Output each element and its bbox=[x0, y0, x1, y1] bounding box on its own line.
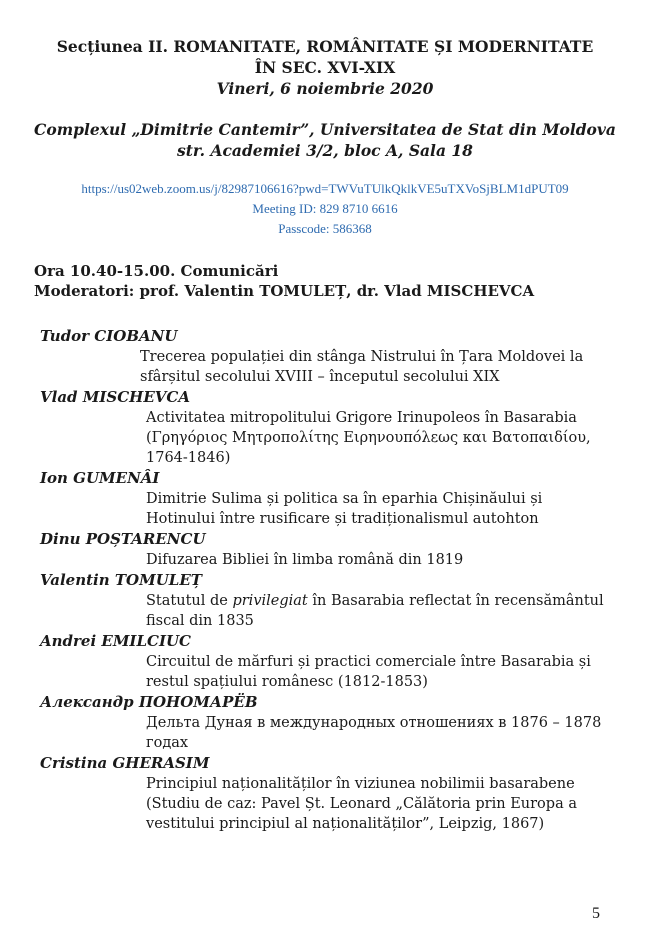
section-title-line2: ÎN SEC. XVI-XIX bbox=[254, 58, 396, 77]
page-number: 5 bbox=[592, 905, 600, 922]
paper-title: Дельта Дуная в международных отношениях в 1876 – 1878 годах bbox=[146, 715, 602, 751]
section-title-line1: Secțiunea II. ROMANITATE, ROMÂNITATE ȘI MODERNITATE bbox=[56, 37, 594, 56]
author-name: Andrei EMILCIUC bbox=[40, 632, 191, 650]
meeting-id: Meeting ID: 829 8710 6616 bbox=[252, 201, 398, 216]
zoom-block bbox=[0, 179, 650, 239]
list-item bbox=[0, 468, 650, 529]
session-date: Vineri, 6 noiembrie 2020 bbox=[216, 79, 434, 98]
program-list bbox=[0, 326, 650, 834]
paper-title-italic: privilegiat bbox=[232, 593, 308, 609]
author-name: Александр ПОНОМАРЁВ bbox=[40, 693, 258, 711]
paper-title: Circuitul de mărfuri și practici comerciale între Basarabia și restul spațiului românesc (1812-1853) bbox=[146, 654, 591, 690]
zoom-link[interactable]: https://us02web.zoom.us/j/82987106616?pwd=TWVuTUlkQklkVE5uTXVoSjBLM1dPUT09 bbox=[81, 181, 569, 196]
section-header bbox=[0, 36, 650, 99]
list-item bbox=[0, 631, 650, 692]
paper-title: Difuzarea Bibliei în limba română din 1819 bbox=[146, 552, 464, 568]
passcode: Passcode: 586368 bbox=[278, 221, 372, 236]
author-name: Vlad MISCHEVCA bbox=[40, 388, 190, 406]
paper-title-end: în Basarabia reflectat în recensământul fiscal din 1835 bbox=[146, 593, 604, 629]
session-time: Ora 10.40-15.00. Comunicări bbox=[34, 262, 279, 280]
paper-title: Trecerea populației din stânga Nistrului în Țara Moldovei la sfârșitul secolului XVIII – începutul secolului XIX bbox=[140, 349, 584, 385]
session-info bbox=[34, 261, 634, 301]
list-item bbox=[0, 326, 650, 387]
author-name: Dinu POȘTARENCU bbox=[40, 530, 206, 548]
paper-title bbox=[146, 591, 616, 631]
venue-address: str. Academiei 3/2, bloc A, Sala 18 bbox=[177, 141, 473, 160]
list-item bbox=[0, 529, 650, 570]
list-item bbox=[0, 570, 650, 631]
author-name: Cristina GHERASIM bbox=[40, 754, 210, 772]
paper-title: Principiul naționalităților în viziunea nobilimii basarabene (Studiu de caz: Pavel Șt. Leonard „Călătoria prin Europa a vestitului principiul al naționalităților”, Leipzig, 1867) bbox=[146, 776, 577, 832]
venue-name: Complexul „Dimitrie Cantemir”, Universitatea de Stat din Moldova bbox=[34, 120, 616, 139]
author-name: Ion GUMENÂI bbox=[40, 469, 160, 487]
paper-title: Activitatea mitropolitului Grigore Irinupoleos în Basarabia (Γρηγόριος Μητροπολίτης Ειρηνουπόλεως και Βατοπαιδίου, 1764-1846) bbox=[146, 410, 591, 466]
list-item bbox=[0, 387, 650, 468]
author-name: Valentin TOMULEȚ bbox=[40, 571, 202, 589]
paper-title-start: Statutul de bbox=[146, 593, 233, 609]
session-moderators: Moderatori: prof. Valentin TOMULEȚ, dr. Vlad MISCHEVCA bbox=[34, 282, 535, 300]
list-item bbox=[0, 753, 650, 834]
list-item bbox=[0, 692, 650, 753]
paper-title: Dimitrie Sulima și politica sa în eparhia Chișinăului și Hotinului între rusificare și tradiționalismul autohton bbox=[146, 491, 543, 527]
venue-block bbox=[0, 119, 650, 161]
author-name: Tudor CIOBANU bbox=[40, 327, 178, 345]
